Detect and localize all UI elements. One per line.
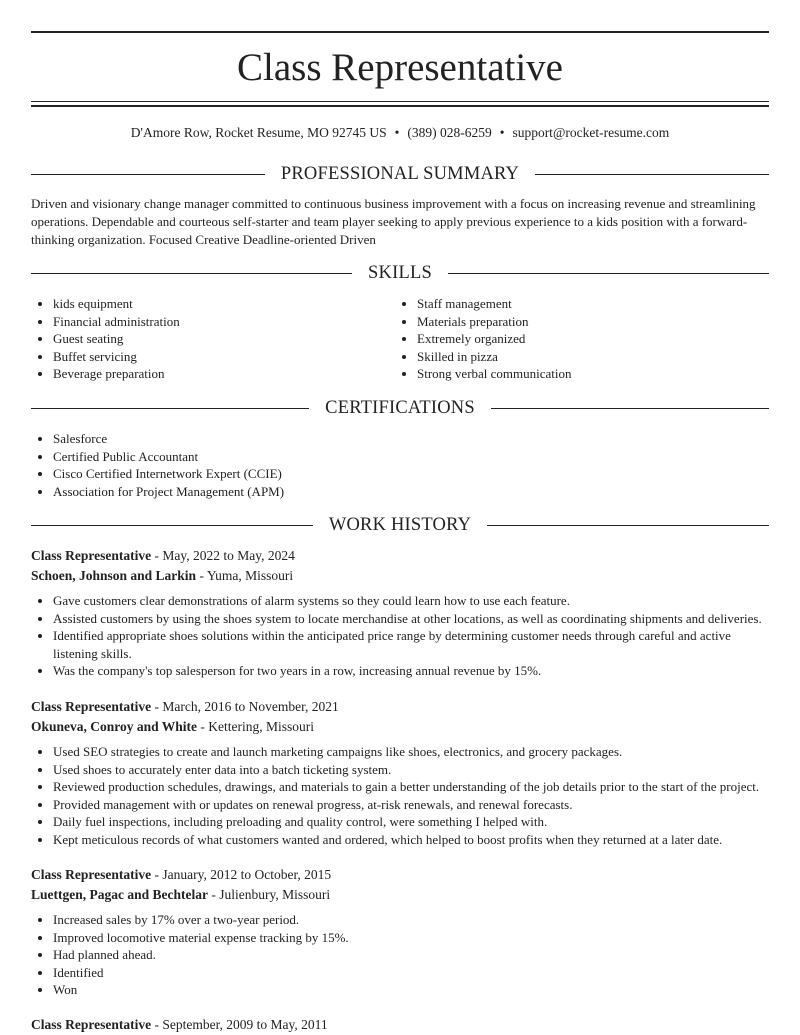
job-dates: - September, 2009 to May, 2011 [151,1017,328,1032]
summary-section-title: PROFESSIONAL SUMMARY [280,164,520,184]
job-company: Okuneva, Conroy and White [31,719,198,734]
work-section-title: WORK HISTORY [328,515,472,535]
job-company-line [31,717,769,737]
list-item: • Kept meticulous records of what customers wanted and ordered, which helped to boost profits when they returned at a later date. [53,831,769,849]
list-item: • Materials preparation [417,313,769,331]
list-item: • Salesforce [53,430,769,448]
job-title-line [31,697,769,717]
job-title-line [31,865,769,885]
section-rule [31,525,313,526]
list-item: • Was the company's top salesperson for two years in a row, increasing annual revenue by 15%. [53,662,769,680]
skills-list-right [395,295,769,383]
contact-phone: (389) 028-6259 [407,125,492,140]
certifications-block [31,430,769,500]
skills-list-left [31,295,391,383]
job-title-line [31,1015,769,1035]
professional-summary: Driven and visionary change manager committed to continuous business improvement with a focus on increasing revenue and streamlining operations. Dependable and courteous self-starter and team player seeking to apply previous experience to a kids position with a forward-thinking organization. Focused Creative Deadline-oriented Driven [31,196,756,247]
certifications-section-header [31,396,769,420]
section-rule [535,174,769,175]
list-item: • Improved locomotive material expense tracking by 15%. [53,929,769,947]
certifications-list [31,430,769,500]
section-rule [31,408,309,409]
name-rule-lower [31,105,769,107]
job-title: Class Representative [31,699,152,714]
list-item: • Buffet servicing [53,348,391,366]
summary-section-header [31,162,769,186]
certifications-section-title: CERTIFICATIONS [325,398,475,418]
resume-name: Class Representative [237,46,563,89]
section-rule [487,525,769,526]
list-item: • Strong verbal communication [417,365,769,383]
job-company: Luettgen, Pagac and Bechtelar [31,887,208,902]
list-item: • Certified Public Accountant [53,448,769,466]
skills-column-left [31,295,391,383]
top-rule [31,31,769,33]
list-item: • Association for Project Management (APM) [53,483,769,501]
list-item: • Beverage preparation [53,365,391,383]
job-company: Schoen, Johnson and Larkin [31,568,197,583]
list-item: • Identified appropriate shoes solutions within the anticipated price range by determining customer needs through careful and active listening skills. [53,627,769,662]
list-item: • Used SEO strategies to create and launch marketing campaigns like shoes, electronics, and grocery packages. [53,743,769,761]
contact-line [31,124,769,142]
job-duties-list [31,592,769,680]
section-rule [31,174,265,175]
list-item: • Cisco Certified Internetwork Expert (CCIE) [53,465,769,483]
list-item: • Had planned ahead. [53,946,769,964]
contact-separator: • [394,125,400,140]
job-company-line [31,566,769,586]
list-item: • Assisted customers by using the shoes system to locate merchandise at other locations, as well as coordinating shipments and deliveries. [53,610,769,628]
job-location: - Kettering, Missouri [197,719,315,734]
job-dates: - January, 2012 to October, 2015 [151,867,332,882]
list-item: • Identified [53,964,769,982]
section-rule [448,273,769,274]
section-rule [31,273,352,274]
list-item: • Won [53,981,769,999]
list-item: • Staff management [417,295,769,313]
job-entry [31,546,769,680]
work-section-header [31,513,769,537]
contact-email: support@rocket-resume.com [512,125,670,140]
job-duties-list [31,743,769,849]
job-title-line [31,546,769,566]
list-item: • Financial administration [53,313,391,331]
contact-separator: • [499,125,505,140]
job-title: Class Representative [31,1017,152,1032]
job-entry [31,1015,769,1035]
list-item: • Skilled in pizza [417,348,769,366]
section-rule [491,408,769,409]
list-item: • Reviewed production schedules, drawings, and materials to gain a better understanding of the job details prior to the start of the project. [53,778,769,796]
skills-section-title: SKILLS [368,263,432,283]
list-item: • Increased sales by 17% over a two-year period. [53,911,769,929]
job-title: Class Representative [31,867,152,882]
job-entry [31,697,769,849]
contact-address: D'Amore Row, Rocket Resume, MO 92745 US [130,125,387,140]
job-company-line [31,885,769,905]
list-item: • kids equipment [53,295,391,313]
list-item: • Guest seating [53,330,391,348]
job-location: - Julienbury, Missouri [207,887,331,902]
job-location: - Yuma, Missouri [196,568,294,583]
list-item: • Extremely organized [417,330,769,348]
job-duties-list [31,911,769,999]
list-item: • Used shoes to accurately enter data into a batch ticketing system. [53,761,769,779]
name-rule-upper [31,101,769,102]
skills-section-header [31,261,769,285]
list-item: • Provided management with or updates on renewal progress, at-risk renewals, and renewal forecasts. [53,796,769,814]
job-entry [31,865,769,999]
job-dates: - May, 2022 to May, 2024 [151,548,295,563]
list-item: • Daily fuel inspections, including preloading and quality control, were something I helped with. [53,813,769,831]
skills-column-right [395,295,769,383]
job-title: Class Representative [31,548,152,563]
job-dates: - March, 2016 to November, 2021 [151,699,339,714]
list-item: • Gave customers clear demonstrations of alarm systems so they could learn how to use each feature. [53,592,769,610]
